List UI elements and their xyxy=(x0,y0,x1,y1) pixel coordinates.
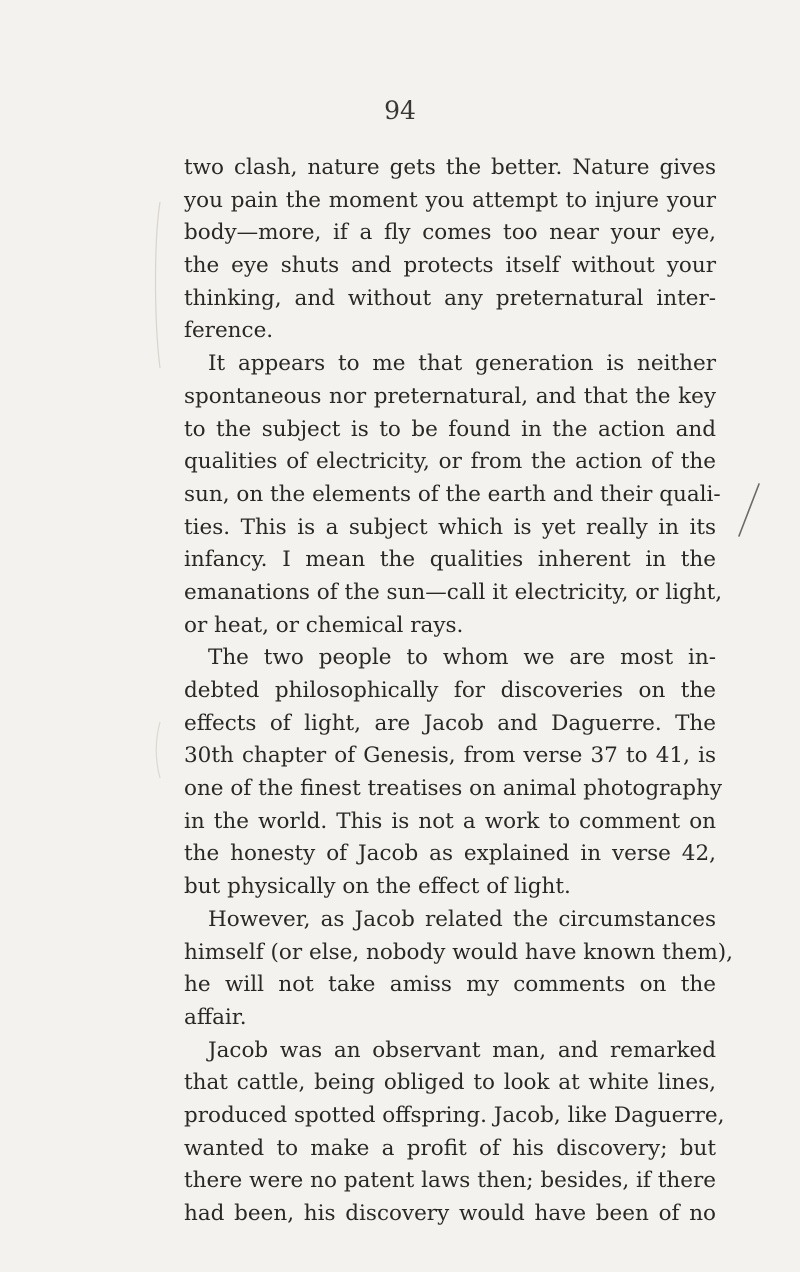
text-line: ties. This is a subject which is yet really in its xyxy=(184,514,716,540)
text-line: produced spotted offspring. Jacob, like Daguerre, xyxy=(184,1102,725,1128)
text-line: you pain the moment you attempt to injure your xyxy=(184,187,716,213)
body-text xyxy=(184,152,734,1231)
page-number: 94 xyxy=(384,96,416,125)
paragraph xyxy=(184,1035,725,1231)
text-line: had been, his discovery would have been of no xyxy=(184,1201,716,1226)
text-line: 30th chapter of Genesis, from verse 37 to 41, is xyxy=(184,743,716,769)
paragraph xyxy=(184,348,723,642)
text-line: spontaneous nor preternatural, and that the key xyxy=(184,383,716,409)
text-line: Jacob was an observant man, and remarked xyxy=(208,1037,716,1063)
text-line: one of the finest treatises on animal photography xyxy=(184,776,722,802)
text-line: in the world. This is not a work to comment on xyxy=(184,808,716,834)
text-line: emanations of the sun—call it electricity, or light, xyxy=(184,579,723,605)
text-line: to the subject is to be found in the action and xyxy=(184,416,716,442)
text-line: The two people to whom we are most in- xyxy=(208,645,716,671)
text-line: However, as Jacob related the circumstances xyxy=(208,906,716,932)
text-line: he will not take amiss my comments on the xyxy=(184,972,716,998)
text-line: there were no patent laws then; besides, if there xyxy=(184,1168,716,1194)
text-line: debted philosophically for discoveries on the xyxy=(184,678,716,703)
paragraph xyxy=(184,152,716,348)
text-line: affair. xyxy=(184,1004,247,1030)
text-line: two clash, nature gets the better. Nature gives xyxy=(184,155,716,180)
pencil-mark xyxy=(735,480,765,540)
text-line: It appears to me that generation is neither xyxy=(208,351,716,377)
text-line: the eye shuts and protects itself without your xyxy=(184,253,716,279)
text-line: effects of light, are Jacob and Daguerre. The xyxy=(184,710,716,736)
text-line: himself (or else, nobody would have known them), xyxy=(184,939,734,965)
text-line: wanted to make a profit of his discovery; but xyxy=(184,1135,716,1161)
text-line: body—more, if a fly comes too near your eye, xyxy=(184,220,716,246)
text-line: ference. xyxy=(184,318,274,344)
faint-bleed-mark xyxy=(150,720,162,780)
faint-bleed-mark xyxy=(150,200,162,370)
text-line: but physically on the effect of light. xyxy=(184,874,571,900)
text-line: sun, on the elements of the earth and their quali- xyxy=(184,481,721,507)
text-line: or heat, or chemical rays. xyxy=(184,612,464,638)
text-line: the honesty of Jacob as explained in verse 42, xyxy=(184,841,716,867)
text-line: that cattle, being obliged to look at white lines, xyxy=(184,1070,716,1096)
paragraph xyxy=(184,642,722,904)
text-line: infancy. I mean the qualities inherent in the xyxy=(184,547,716,573)
text-line: thinking, and without any preternatural inter- xyxy=(184,285,716,311)
text-line: qualities of electricity, or from the action of the xyxy=(184,449,716,475)
paragraph xyxy=(184,904,734,1035)
